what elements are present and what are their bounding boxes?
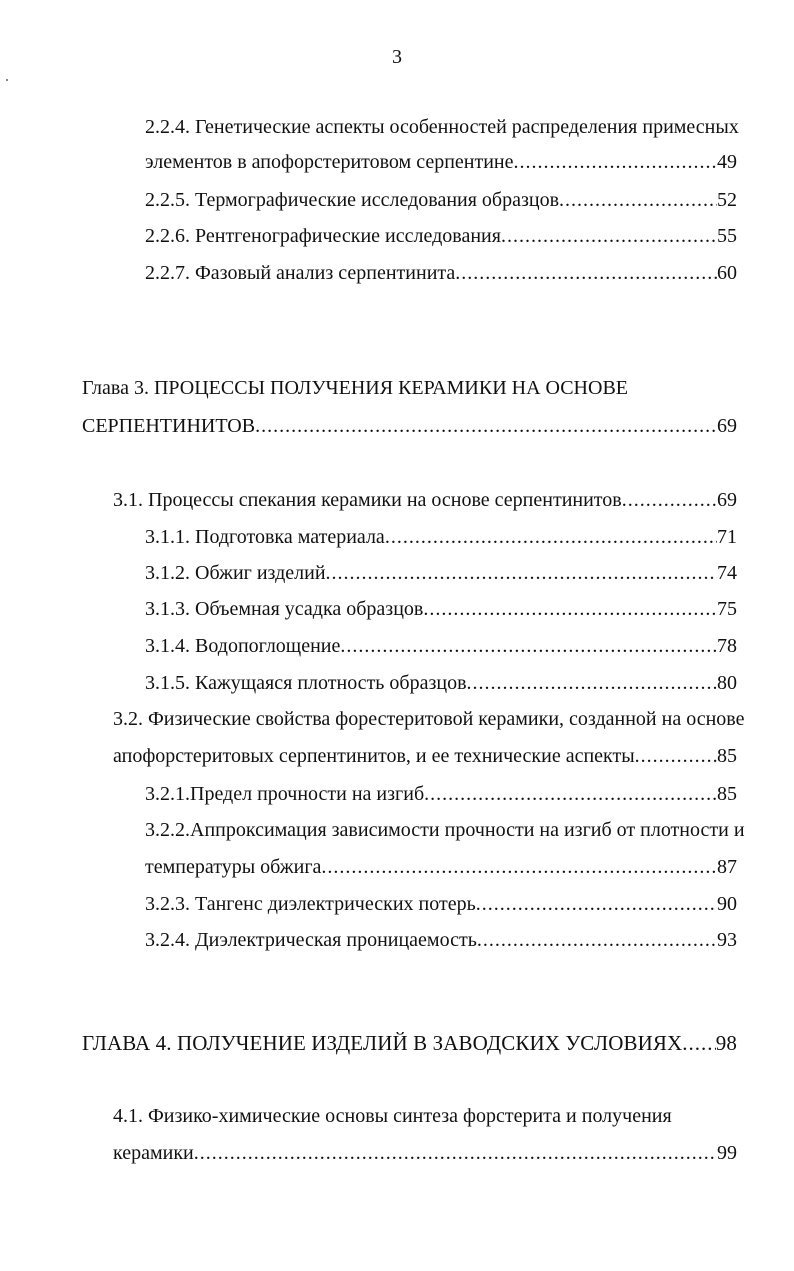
leader-dots xyxy=(682,1031,716,1055)
toc-entry-3-2[interactable] xyxy=(113,744,737,768)
toc-page-number: 80 xyxy=(717,672,737,694)
leader-dots xyxy=(514,150,717,174)
toc-page-number: 87 xyxy=(717,856,737,878)
toc-entry-title: СЕРПЕНТИНИТОВ xyxy=(82,415,256,437)
leader-dots xyxy=(321,855,717,879)
leader-dots xyxy=(255,414,717,438)
toc-page-number: 90 xyxy=(717,893,737,915)
toc-page-number: 52 xyxy=(717,189,737,211)
toc-page-number: 69 xyxy=(717,415,737,437)
toc-entry-title: 3.2.1.Предел прочности на изгиб xyxy=(145,783,425,805)
leader-dots xyxy=(424,782,717,806)
leader-dots xyxy=(477,928,717,952)
toc-entry-3-2-2-line1: 3.2.2.Аппроксимация зависимости прочности на изгиб от плотности и xyxy=(145,819,745,841)
toc-entry-2-2-4-line1: 2.2.4. Генетические аспекты особенностей распределения примесных xyxy=(145,116,739,138)
toc-entry-title: 3.1.5. Кажущаяся плотность образцов xyxy=(145,672,467,694)
toc-entry-3-1-3[interactable] xyxy=(145,597,737,621)
toc-entry-3-1-2[interactable] xyxy=(145,561,737,585)
toc-entry-title: 3.1.4. Водопоглощение xyxy=(145,635,341,657)
toc-entry-title: 3.1.3. Объемная усадка образцов xyxy=(145,598,424,620)
leader-dots xyxy=(622,488,717,512)
toc-entry-3-1-5[interactable] xyxy=(145,671,737,695)
toc-page-number: 85 xyxy=(717,745,737,767)
toc-entry-title: элементов в апофорстеритовом серпентине xyxy=(145,151,514,173)
toc-entry-title: 3.2.4. Диэлектрическая проницаемость xyxy=(145,929,477,951)
toc-page-number: 85 xyxy=(717,783,737,805)
toc-page-number: 99 xyxy=(717,1142,737,1164)
toc-entry-title: 3.1.2. Обжиг изделий xyxy=(145,562,326,584)
toc-page-number: 74 xyxy=(717,562,737,584)
leader-dots xyxy=(467,671,717,695)
toc-entry-title: температуры обжига xyxy=(145,856,322,878)
toc-entry-4-1[interactable] xyxy=(113,1141,737,1165)
leader-dots xyxy=(194,1141,717,1165)
toc-entry-title: 2.2.7. Фазовый анализ серпентинита xyxy=(145,262,456,284)
toc-page-number: 60 xyxy=(717,262,737,284)
toc-entry-2-2-7[interactable] xyxy=(145,261,737,285)
toc-page-number: 98 xyxy=(715,1031,737,1055)
leader-dots xyxy=(340,634,717,658)
toc-entry-4-1-line1: 4.1. Физико-химические основы синтеза форстерита и получения xyxy=(113,1105,672,1127)
toc-page-number: 69 xyxy=(717,489,737,511)
leader-dots xyxy=(501,224,717,248)
toc-page-number: 75 xyxy=(717,598,737,620)
toc-page-number: 78 xyxy=(717,635,737,657)
toc-entry-title: 3.2.3. Тангенс диэлектрических потерь xyxy=(145,893,476,915)
toc-page-number: 55 xyxy=(717,225,737,247)
toc-entry-title: 2.2.6. Рентгенографические исследования xyxy=(145,225,501,247)
toc-entry-title: ГЛАВА 4. ПОЛУЧЕНИЕ ИЗДЕЛИЙ В ЗАВОДСКИХ УСЛОВИЯХ xyxy=(82,1031,683,1055)
toc-entry-2-2-5[interactable] xyxy=(145,188,737,212)
scan-speck xyxy=(6,79,8,81)
toc-chapter-4[interactable] xyxy=(82,1031,737,1055)
toc-entry-3-2-line1: 3.2. Физические свойства форестеритовой керамики, созданной на основе xyxy=(113,708,745,730)
page-number: 3 xyxy=(392,46,402,68)
leader-dots xyxy=(326,561,717,585)
toc-entry-3-1-1[interactable] xyxy=(145,525,737,549)
leader-dots xyxy=(385,525,717,549)
leader-dots xyxy=(455,261,717,285)
toc-page-number: 49 xyxy=(717,151,737,173)
toc-page-number: 93 xyxy=(717,929,737,951)
toc-entry-title: 3.1. Процессы спекания керамики на основе серпентинитов xyxy=(113,489,622,511)
toc-entry-3-2-3[interactable] xyxy=(145,892,737,916)
toc-entry-3-2-4[interactable] xyxy=(145,928,737,952)
toc-entry-title: апофорстеритовых серпентинитов, и ее технические аспекты xyxy=(113,745,635,767)
toc-entry-title: 2.2.5. Термографические исследования образцов xyxy=(145,189,560,211)
leader-dots xyxy=(423,597,717,621)
toc-chapter-3[interactable] xyxy=(82,414,737,438)
toc-entry-title: 3.1.1. Подготовка материала xyxy=(145,526,385,548)
toc-entry-2-2-4[interactable] xyxy=(145,150,737,174)
toc-chapter-3-line1: Глава 3. ПРОЦЕССЫ ПОЛУЧЕНИЯ КЕРАМИКИ НА ОСНОВЕ xyxy=(82,377,628,399)
leader-dots xyxy=(476,892,717,916)
leader-dots xyxy=(635,744,717,768)
toc-entry-3-1-4[interactable] xyxy=(145,634,737,658)
toc-entry-2-2-6[interactable] xyxy=(145,224,737,248)
toc-page-number: 71 xyxy=(717,526,737,548)
toc-entry-3-2-2[interactable] xyxy=(145,855,737,879)
toc-entry-3-1[interactable] xyxy=(113,488,737,512)
toc-entry-title: керамики xyxy=(113,1142,194,1164)
leader-dots xyxy=(559,188,717,212)
toc-entry-3-2-1[interactable] xyxy=(145,782,737,806)
